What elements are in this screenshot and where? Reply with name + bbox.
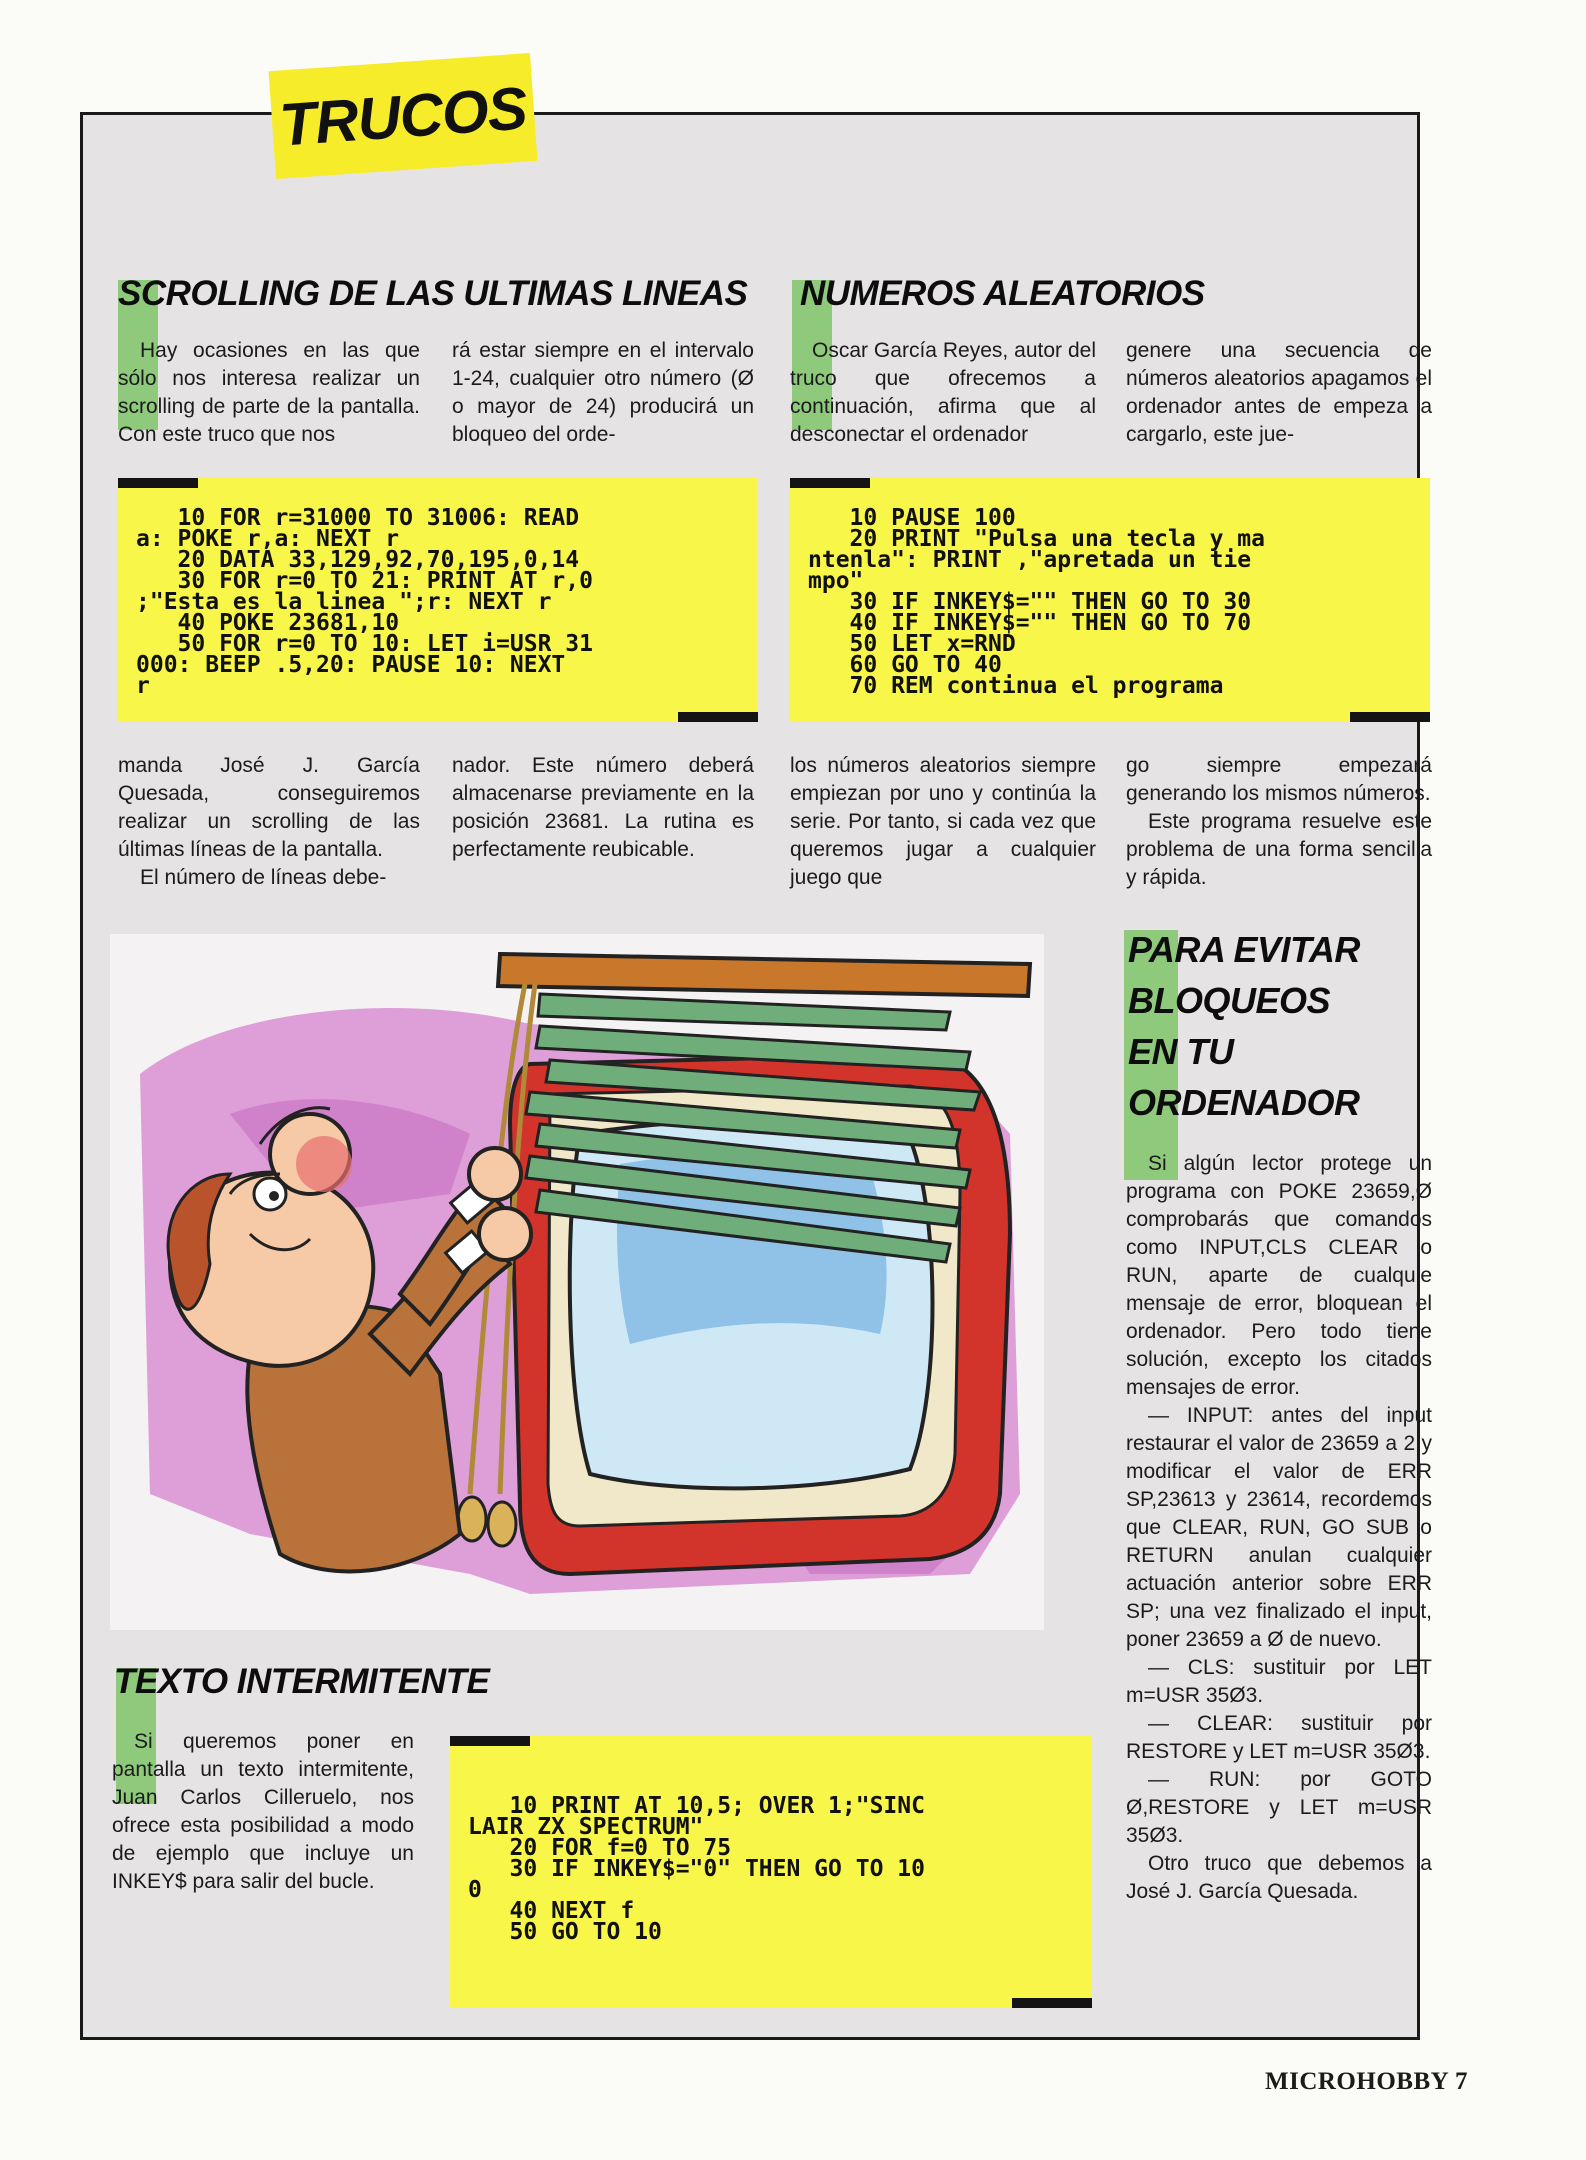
paragraph: El número de líneas debe-: [140, 866, 387, 889]
intermitente-title: TEXTO INTERMITENTE: [114, 1662, 490, 1701]
scrolling-code-listing: [118, 478, 758, 722]
code-bar-top: [790, 478, 870, 488]
code-text: 10 FOR r=31000 TO 31006: READ a: POKE r,a: NEXT r 20 DATA 33,129,92,70,195,0,14 30 FOR r=0 TO 21: PRINT AT r,0 ;"Esta es la linea ";r: NEXT r 40 POKE 23681,10 50 FOR r=0 TO 10: LET i=USR 31 000: BEEP .5,20: PAUSE 10: NEXT r: [136, 505, 593, 699]
aleatorios-intro-col2: [1126, 337, 1432, 449]
paragraph: — CLS: sustituir por LET m=USR 35Ø3.: [1126, 1656, 1432, 1707]
paragraph: go siempre empezará generando los mismos números.: [1126, 754, 1432, 805]
scrolling-intro-col2: [452, 337, 754, 449]
paragraph: genere una secuencia de números aleatorios apagamos el ordenador antes de empeza a cargarlo, este jue-: [1126, 339, 1432, 446]
code-bar-bottom: [1350, 712, 1430, 722]
paragraph: nador. Este número deberá almacenarse previamente en la posición 23681. La rutina es perfectamente reubicable.: [452, 754, 754, 861]
paragraph: Oscar García Reyes, autor del truco que ofrecemos a continuación, afirma que al desconectar el ordenador: [790, 339, 1096, 446]
intermitente-code-listing: [450, 1736, 1092, 2008]
code-text: 10 PRINT AT 10,5; OVER 1;"SINC LAIR ZX SPECTRUM" 20 FOR f=0 TO 75 30 IF INKEY$="0" THEN GO TO 10 0 40 NEXT f 50 GO TO 10: [468, 1793, 925, 1945]
section-logo: [269, 53, 538, 179]
page-footer: MICROHOBBY 7: [1265, 2068, 1468, 2095]
aleatorios-outro-col2: [1126, 752, 1432, 892]
bloqueos-body: [1126, 1150, 1432, 1906]
title-line: EN TU: [1128, 1031, 1234, 1072]
code-bar-top: [118, 478, 198, 488]
code-text: 10 PAUSE 100 20 PRINT "Pulsa una tecla y ma ntenla": PRINT ,"apretada un tie mpo" 30 IF INKEY$="" THEN GO TO 30 40 IF INKEY$="" THEN GO TO 70 50 LET x=RND 60 GO TO 40 70 REM continua el programa: [808, 505, 1265, 699]
title-line: BLOQUEOS: [1128, 980, 1331, 1021]
code-bar-bottom: [1012, 1998, 1092, 2008]
code-bar-top: [450, 1736, 530, 1746]
code-bar-bottom: [678, 712, 758, 722]
paragraph: Si algún lector protege un programa con POKE 23659,Ø comprobarás que comandos como INPUT,CLS CLEAR o RUN, aparte de cualquie mensaje de error, bloquean el ordenador. Pero todo tiene solución, excepto los citados mensajes de error.: [1126, 1152, 1432, 1399]
paragraph: — RUN: por GOTO Ø,RESTORE y LET m=USR 35Ø3.: [1126, 1768, 1432, 1847]
paragraph: manda José J. García Quesada, conseguiremos realizar un scrolling de las últimas líneas de la pantalla.: [118, 754, 420, 861]
paragraph: los números aleatorios siempre empiezan por uno y continúa la serie. Por tanto, si cada vez que queremos jugar a cualquier juego que: [790, 754, 1096, 889]
paragraph: rá estar siempre en el intervalo 1-24, cualquier otro número (Ø o mayor de 24) producirá un bloqueo del orde-: [452, 339, 754, 446]
scrolling-title: SCROLLING DE LAS ULTIMAS LINEAS: [118, 274, 748, 313]
intermitente-body: [112, 1728, 414, 1896]
paragraph: — INPUT: antes del input restaurar el valor de 23659 a 2 y modificar el valor de ERR SP,23613 y 23614, recordemos que CLEAR, RUN, GO SUB o RETURN anulan cualquier actuación anterior sobre ERR SP; una vez finalizado el input, poner 23659 a Ø de nuevo.: [1126, 1404, 1432, 1651]
cartoon-svg: [110, 934, 1044, 1630]
title-line: PARA EVITAR: [1128, 929, 1360, 970]
paragraph: Si queremos poner en pantalla un texto intermitente, Juan Carlos Cilleruelo, nos ofrece esta posibilidad a modo de ejemplo que incluye un INKEY$ para salir del bucle.: [112, 1730, 414, 1893]
scrolling-outro-col2: [452, 752, 754, 864]
paragraph: — CLEAR: sustituir por RESTORE y LET m=USR 35Ø3.: [1126, 1712, 1432, 1763]
paragraph: Otro truco que debemos a José J. García Quesada.: [1126, 1852, 1432, 1903]
aleatorios-intro-col1: [790, 337, 1096, 449]
section-logo-text: TRUCOS: [277, 73, 529, 159]
aleatorios-title: NUMEROS ALEATORIOS: [800, 274, 1205, 313]
scrolling-intro-col1: [118, 337, 420, 449]
aleatorios-code-listing: [790, 478, 1430, 722]
title-line: ORDENADOR: [1128, 1082, 1360, 1123]
scrolling-outro-col1: [118, 752, 420, 892]
cartoon-illustration: [110, 934, 1044, 1630]
aleatorios-outro-col1: [790, 752, 1096, 892]
bloqueos-title: [1128, 924, 1360, 1128]
paragraph: Hay ocasiones en las que sólo nos interesa realizar un scrolling de parte de la pantalla. Con este truco que nos: [118, 339, 420, 446]
paragraph: Este programa resuelve este problema de una forma sencilla y rápida.: [1126, 810, 1432, 889]
